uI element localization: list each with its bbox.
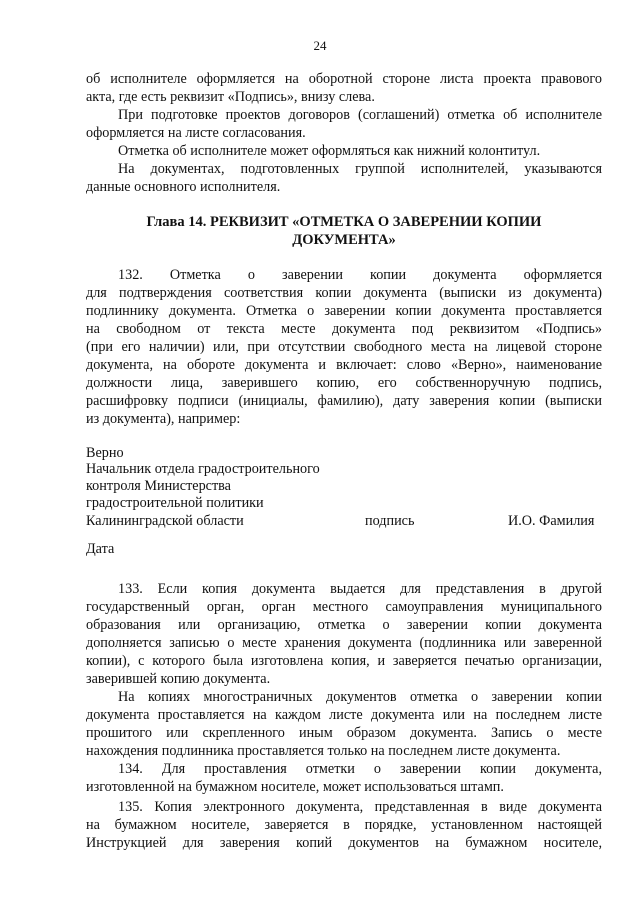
text-line: Отметка об исполнителе может оформляться как нижний колонтитул. — [118, 143, 541, 159]
chapter-title: Глава 14. РЕКВИЗИТ «ОТМЕТКА О ЗАВЕРЕНИИ КОПИИ — [146, 214, 542, 230]
chapter-title: ДОКУМЕНТА» — [292, 232, 396, 248]
text-line: На копиях многостраничных документов отметка о заверении копии — [118, 689, 602, 705]
text-line: 133. Если копия документа выдается для представления в другой — [118, 581, 602, 597]
text-line: из документа), например: — [86, 411, 241, 427]
text-line: государственный орган, орган местного самоуправления муниципального — [86, 599, 602, 615]
text-line: При подготовке проектов договоров (соглашений) отметка об исполнителе — [118, 107, 602, 123]
text-line: об исполнителе оформляется на оборотной стороне листа проекта правового — [86, 71, 602, 87]
example-position: градостроительной политики — [86, 495, 264, 511]
text-line: заверившей копию документа. — [86, 671, 271, 687]
example-position: Начальник отдела градостроительного — [86, 461, 320, 477]
text-line: На документах, подготовленных группой исполнителей, указываются — [118, 161, 602, 177]
text-line: дополняется записью о месте хранения документа (подлинника или заверенной — [86, 635, 602, 651]
text-line: Инструкцией для заверения копий документов на бумажном носителе, — [86, 835, 602, 851]
text-line: для подтверждения соответствия копии документа (выписки из документа) — [86, 285, 602, 301]
text-line: должности лица, заверившего копию, его собственноручную подпись, — [86, 375, 602, 391]
example-date: Дата — [86, 541, 115, 557]
text-line: подлиннику документа. Отметка о заверении копии документа проставляется — [86, 303, 602, 319]
text-line: оформляется на листе согласования. — [86, 125, 306, 141]
example-name: И.О. Фамилия — [508, 513, 595, 529]
example-verno: Верно — [86, 445, 124, 461]
example-signature: подпись — [365, 513, 415, 529]
text-line: (при его наличии) или, при отсутствии свободного места на лицевой стороне — [86, 339, 602, 355]
text-line: копии), с которого была изготовлена копия, и заверяется печатью организации, — [86, 653, 602, 669]
text-line: документа проставляется на каждом листе документа или на последнем листе — [86, 707, 602, 723]
text-line: прошитого или скрепленного иным образом документа. Запись о месте — [86, 725, 602, 741]
text-line: образования или организацию, отметка о заверении копии документа — [86, 617, 602, 633]
text-line: акта, где есть реквизит «Подпись», внизу слева. — [86, 89, 375, 105]
text-line: на бумажном носителе, заверяется в порядке, установленном настоящей — [86, 817, 602, 833]
example-position: контроля Министерства — [86, 478, 231, 494]
text-line: на свободном от текста месте документа под реквизитом «Подпись» — [86, 321, 602, 337]
text-line: 132. Отметка о заверении копии документа оформляется — [118, 267, 602, 283]
example-position: Калининградской области — [86, 513, 244, 529]
text-line: расшифровку подписи (инициалы, фамилию), дату заверения копии (выписки — [86, 393, 602, 409]
page-number: 24 — [313, 38, 327, 53]
text-line: нахождения подлинника проставляется только на последнем листе документа. — [86, 743, 561, 759]
text-line: данные основного исполнителя. — [86, 179, 281, 195]
text-line: изготовленной на бумажном носителе, может использоваться штамп. — [86, 779, 504, 795]
text-line: 134. Для проставления отметки о заверении копии документа, — [118, 761, 602, 777]
text-line: 135. Копия электронного документа, представленная в виде документа — [118, 799, 602, 815]
text-line: документа, на обороте документа и включает: слово «Верно», наименование — [86, 357, 602, 373]
